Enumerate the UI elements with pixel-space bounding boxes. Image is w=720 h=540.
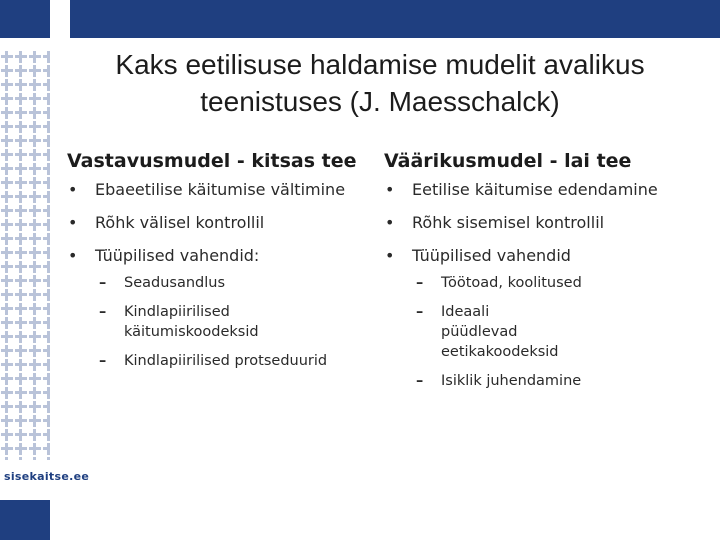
pattern-bar — [33, 457, 36, 460]
pattern-bar — [19, 247, 22, 259]
dash-icon: – — [416, 275, 424, 291]
pattern-bar — [33, 387, 36, 399]
sub-item-text: Isiklik juhendamine — [441, 373, 582, 389]
pattern-bar — [19, 51, 22, 63]
list-item — [379, 212, 709, 234]
pattern-bar — [33, 303, 36, 315]
pattern-bar — [5, 219, 8, 231]
pattern-bar — [33, 275, 36, 287]
pattern-bar — [33, 359, 36, 371]
pattern-bar — [19, 121, 22, 133]
pattern-bar — [19, 359, 22, 371]
slide-title: Kaks eetilisuse haldamise mudelit avalikus teenistuses (J. Maesschalck) — [115, 49, 645, 117]
pattern-bar — [19, 163, 22, 175]
left-heading: Vastavusmudel - kitsas tee — [67, 150, 357, 172]
bullet-text: Ebaeetilise käitumise vältimine — [95, 180, 346, 199]
right-column — [379, 150, 709, 400]
bullet-text: Tüüpilised vahendid — [412, 246, 571, 265]
footer-bar — [0, 500, 50, 540]
pattern-bar — [33, 317, 36, 329]
pattern-bar — [19, 289, 22, 301]
pattern-bar — [33, 401, 36, 413]
pattern-bar — [33, 331, 36, 343]
pattern-bar — [47, 149, 50, 161]
pattern-bar — [47, 107, 50, 119]
pattern-bar — [5, 359, 8, 371]
pattern-bar — [47, 79, 50, 91]
right-heading: Väärikusmudel - lai tee — [384, 150, 632, 172]
pattern-bar — [19, 303, 22, 315]
pattern-bar — [19, 107, 22, 119]
pattern-bar — [5, 163, 8, 175]
pattern-bar — [19, 79, 22, 91]
dash-icon: – — [99, 275, 107, 291]
pattern-bar — [47, 443, 50, 455]
pattern-bar — [47, 359, 50, 371]
pattern-bar — [5, 331, 8, 343]
dash-icon: – — [99, 304, 107, 320]
pattern-bar — [5, 303, 8, 315]
list-item — [62, 179, 372, 201]
bullet-icon: • — [68, 246, 78, 265]
list-item — [379, 179, 709, 201]
pattern-bar — [47, 317, 50, 329]
pattern-bar — [47, 457, 50, 460]
pattern-bar — [33, 373, 36, 385]
pattern-bar — [5, 205, 8, 217]
pattern-bar — [19, 415, 22, 427]
pattern-bar — [33, 345, 36, 357]
pattern-bar — [5, 121, 8, 133]
pattern-bar — [47, 135, 50, 147]
pattern-bar — [47, 275, 50, 287]
dash-icon: – — [416, 373, 424, 389]
left-column — [62, 150, 372, 380]
list-item — [62, 245, 372, 267]
pattern-bar — [5, 51, 8, 63]
pattern-bar — [47, 163, 50, 175]
sub-item-text: Ideaali püüdlevad eetikakoodeksid — [441, 304, 559, 360]
right-sub-list — [379, 273, 709, 391]
pattern-bar — [47, 65, 50, 77]
pattern-bar — [47, 191, 50, 203]
bullet-text: Eetilise käitumise edendamine — [412, 180, 658, 199]
pattern-bar — [19, 345, 22, 357]
left-bullet-list — [62, 179, 372, 267]
pattern-bar — [47, 93, 50, 105]
brand-logo-text: sisekaitse.ee — [4, 470, 90, 483]
sub-list-item — [379, 273, 709, 293]
pattern-bar — [33, 135, 36, 147]
sub-list-item — [379, 302, 709, 362]
header-bar — [70, 0, 720, 38]
pattern-bar — [47, 401, 50, 413]
pattern-bar — [19, 149, 22, 161]
pattern-bar — [33, 443, 36, 455]
pattern-bar — [33, 415, 36, 427]
pattern-bar — [47, 219, 50, 231]
pattern-bar — [19, 261, 22, 273]
pattern-bar — [19, 275, 22, 287]
pattern-bar — [33, 261, 36, 273]
pattern-bar — [5, 401, 8, 413]
right-bullet-list — [379, 179, 709, 267]
pattern-bar — [47, 205, 50, 217]
pattern-bar — [47, 247, 50, 259]
sub-list-item — [62, 273, 372, 293]
pattern-bar — [19, 443, 22, 455]
bullet-icon: • — [68, 213, 78, 232]
pattern-bar — [5, 289, 8, 301]
pattern-bar — [47, 331, 50, 343]
sub-list-item — [62, 351, 372, 371]
list-item — [62, 212, 372, 234]
left-sub-list — [62, 273, 372, 371]
sub-item-text: Kindlapiirilised käitumiskoodeksid — [124, 304, 259, 340]
pattern-bar — [19, 317, 22, 329]
pattern-bar — [5, 457, 8, 460]
pattern-bar — [33, 121, 36, 133]
pattern-bar — [5, 261, 8, 273]
pattern-bar — [5, 387, 8, 399]
pattern-bar — [19, 373, 22, 385]
pattern-bar — [33, 149, 36, 161]
pattern-bar — [5, 429, 8, 441]
pattern-bar — [33, 79, 36, 91]
sub-item-text: Töötoad, koolitused — [441, 275, 582, 291]
pattern-bar — [47, 121, 50, 133]
pattern-bar — [47, 415, 50, 427]
pattern-bar — [19, 457, 22, 460]
pattern-bar — [33, 65, 36, 77]
pattern-bar — [19, 219, 22, 231]
pattern-bar — [5, 79, 8, 91]
pattern-bar — [33, 429, 36, 441]
header-bar-left — [0, 0, 50, 38]
pattern-bar — [47, 177, 50, 189]
pattern-bar — [33, 191, 36, 203]
pattern-bar — [33, 205, 36, 217]
pattern-bar — [33, 233, 36, 245]
bullet-icon: • — [385, 246, 395, 265]
pattern-bar — [19, 65, 22, 77]
pattern-bar — [47, 303, 50, 315]
bullet-icon: • — [68, 180, 78, 199]
pattern-bar — [33, 247, 36, 259]
pattern-bar — [5, 317, 8, 329]
dash-icon: – — [416, 304, 424, 320]
pattern-bar — [5, 93, 8, 105]
pattern-bar — [33, 51, 36, 63]
pattern-bar — [5, 415, 8, 427]
pattern-bar — [19, 429, 22, 441]
bullet-text: Rõhk välisel kontrollil — [95, 213, 265, 232]
pattern-bar — [47, 429, 50, 441]
pattern-bar — [19, 191, 22, 203]
pattern-bar — [5, 345, 8, 357]
pattern-bar — [47, 387, 50, 399]
pattern-bar — [33, 177, 36, 189]
pattern-bar — [5, 65, 8, 77]
pattern-bar — [5, 443, 8, 455]
pattern-bar — [19, 331, 22, 343]
sub-item-text: Seadusandlus — [124, 275, 226, 291]
pattern-bar — [33, 289, 36, 301]
pattern-bar — [19, 135, 22, 147]
pattern-bar — [5, 135, 8, 147]
bullet-text: Tüüpilised vahendid: — [95, 246, 260, 265]
pattern-bar — [47, 289, 50, 301]
pattern-bar — [19, 205, 22, 217]
pattern-bar — [33, 163, 36, 175]
bullet-text: Rõhk sisemisel kontrollil — [412, 213, 605, 232]
pattern-bar — [33, 219, 36, 231]
pattern-bar — [5, 149, 8, 161]
pattern-bar — [19, 177, 22, 189]
pattern-bar — [5, 247, 8, 259]
bullet-icon: • — [385, 213, 395, 232]
dash-icon: – — [99, 353, 107, 369]
pattern-bar — [47, 233, 50, 245]
pattern-bar — [5, 233, 8, 245]
sub-list-item — [62, 302, 372, 342]
bullet-icon: • — [385, 180, 395, 199]
pattern-bar — [19, 401, 22, 413]
pattern-bar — [5, 373, 8, 385]
decorative-cross-pattern — [0, 50, 50, 460]
pattern-bar — [33, 107, 36, 119]
pattern-bar — [19, 233, 22, 245]
list-item — [379, 245, 709, 267]
pattern-bar — [5, 177, 8, 189]
sub-item-text: Kindlapiirilised protseduurid — [124, 353, 328, 369]
pattern-bar — [5, 275, 8, 287]
pattern-bar — [19, 93, 22, 105]
pattern-bar — [33, 93, 36, 105]
pattern-bar — [47, 51, 50, 63]
pattern-bar — [47, 373, 50, 385]
pattern-bar — [5, 191, 8, 203]
pattern-bar — [19, 387, 22, 399]
sub-list-item — [379, 371, 709, 391]
pattern-bar — [47, 261, 50, 273]
pattern-bar — [5, 107, 8, 119]
pattern-bar — [47, 345, 50, 357]
